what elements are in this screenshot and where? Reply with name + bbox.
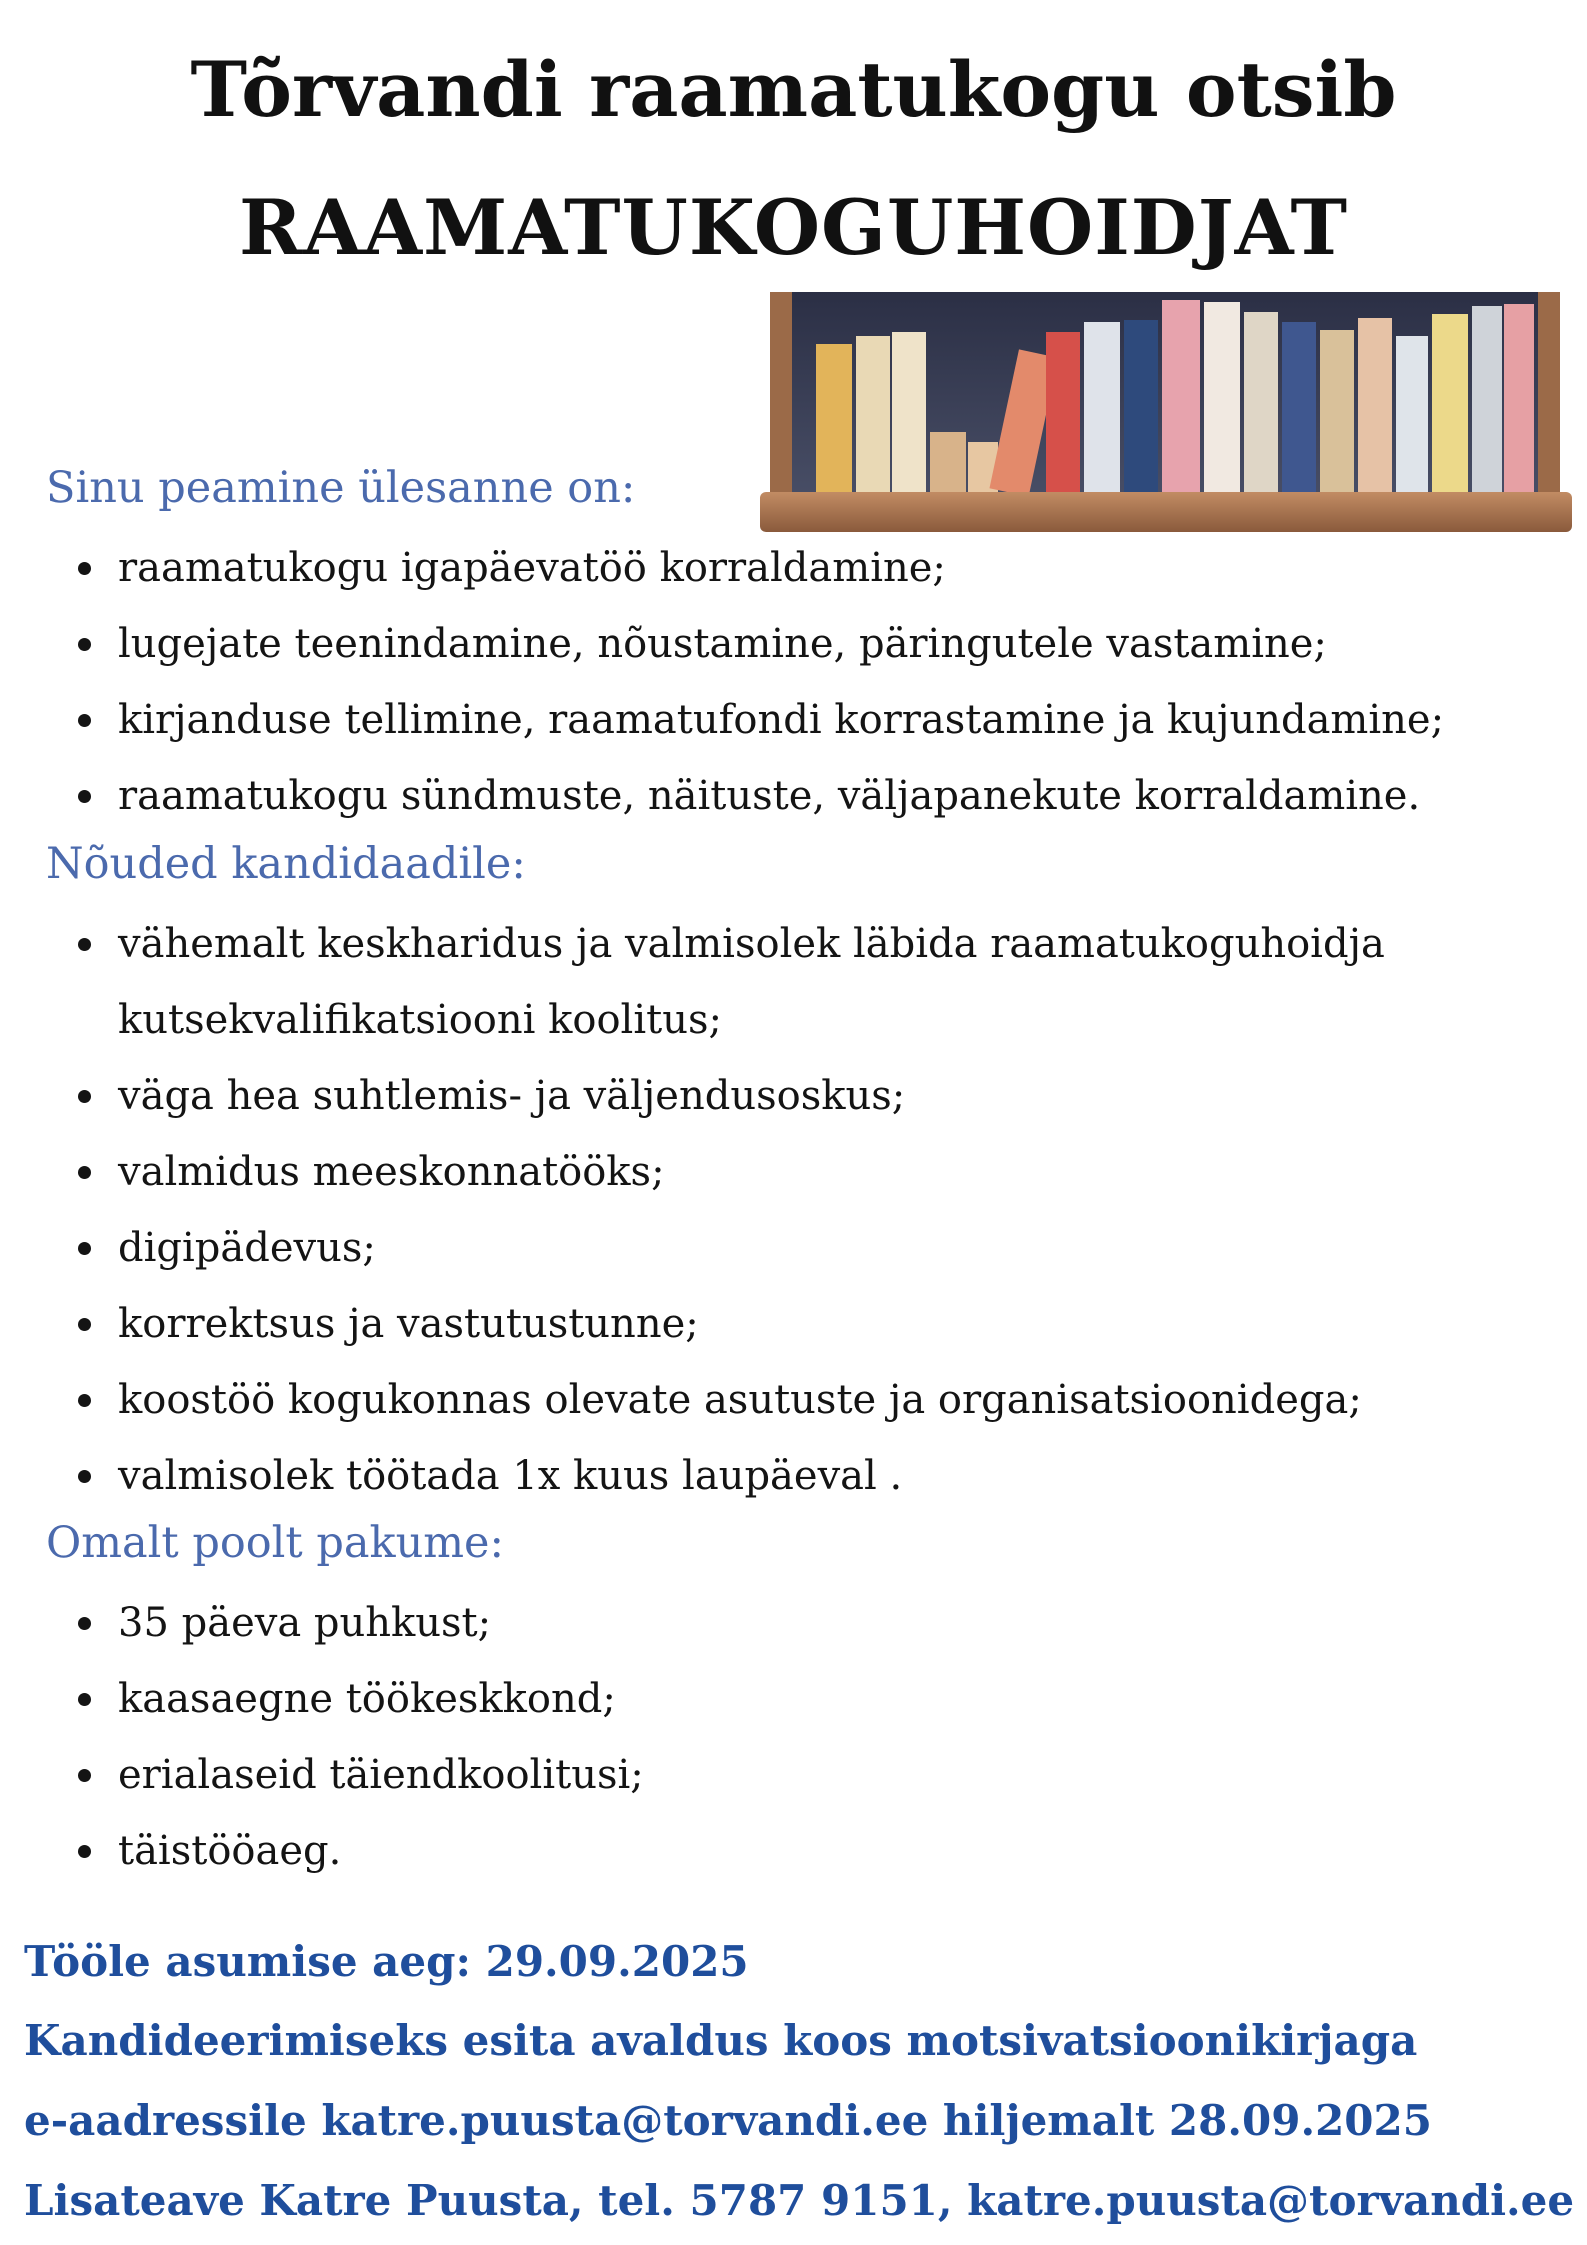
bullet-icon bbox=[78, 938, 91, 951]
contact-info: Lisateave Katre Puusta, tel. 5787 9151, katre.puusta@torvandi.ee bbox=[24, 2176, 1575, 2225]
bullet-icon bbox=[78, 1090, 91, 1103]
bullet-icon bbox=[78, 1318, 91, 1331]
duties-list bbox=[64, 530, 1584, 834]
list-item: 35 päeva puhkust; bbox=[64, 1585, 1584, 1661]
list-item: vähemalt keskharidus ja valmisolek läbida raamatukoguhoidja bbox=[64, 906, 1584, 982]
bullet-icon bbox=[78, 1845, 91, 1858]
bullet-icon bbox=[78, 714, 91, 727]
requirements-heading: Nõuded kandidaadile: bbox=[46, 839, 526, 889]
bullet-icon bbox=[78, 562, 91, 575]
offer-list bbox=[64, 1585, 1584, 1889]
bullet-icon bbox=[78, 1693, 91, 1706]
bullet-icon bbox=[78, 1617, 91, 1630]
list-item: väga hea suhtlemis- ja väljendusoskus; bbox=[64, 1058, 1584, 1134]
list-item: korrektsus ja vastutustunne; bbox=[64, 1286, 1584, 1362]
bullet-icon bbox=[78, 1394, 91, 1407]
bookshelf-illustration-icon bbox=[760, 292, 1572, 548]
list-item: valmisolek töötada 1x kuus laupäeval . bbox=[64, 1438, 1584, 1514]
list-item: digipädevus; bbox=[64, 1210, 1584, 1286]
page-title-line2: RAAMATUKOGUHOIDJAT bbox=[238, 183, 1349, 272]
list-item: koostöö kogukonnas olevate asutuste ja organisatsioonidega; bbox=[64, 1362, 1584, 1438]
bullet-icon bbox=[78, 1470, 91, 1483]
list-item: kaasaegne töökeskkond; bbox=[64, 1661, 1584, 1737]
apply-line2: e-aadressile katre.puusta@torvandi.ee hiljemalt 28.09.2025 bbox=[24, 2096, 1432, 2145]
bullet-icon bbox=[78, 1242, 91, 1255]
offer-heading: Omalt poolt pakume: bbox=[46, 1518, 504, 1568]
apply-line1: Kandideerimiseks esita avaldus koos motsivatsioonikirjaga bbox=[24, 2016, 1418, 2065]
list-item: raamatukogu igapäevatöö korraldamine; bbox=[64, 530, 1584, 606]
requirements-list bbox=[64, 906, 1584, 1514]
bullet-icon bbox=[78, 790, 91, 803]
page-title-line1: Tõrvandi raamatukogu otsib bbox=[190, 45, 1397, 134]
list-item: valmidus meeskonnatööks; bbox=[64, 1134, 1584, 1210]
start-date: Tööle asumise aeg: 29.09.2025 bbox=[24, 1937, 749, 1986]
list-item: raamatukogu sündmuste, näituste, väljapanekute korraldamine. bbox=[64, 758, 1584, 834]
bullet-icon bbox=[78, 1166, 91, 1179]
list-item-continuation: kutsekvalifikatsiooni koolitus; bbox=[118, 997, 722, 1043]
list-item: lugejate teenindamine, nõustamine, päringutele vastamine; bbox=[64, 606, 1584, 682]
list-item: erialaseid täiendkoolitusi; bbox=[64, 1737, 1584, 1813]
bullet-icon bbox=[78, 1769, 91, 1782]
bullet-icon bbox=[78, 638, 91, 651]
list-item: kirjanduse tellimine, raamatufondi korrastamine ja kujundamine; bbox=[64, 682, 1584, 758]
list-item: täistööaeg. bbox=[64, 1813, 1584, 1889]
duties-heading: Sinu peamine ülesanne on: bbox=[46, 463, 636, 513]
